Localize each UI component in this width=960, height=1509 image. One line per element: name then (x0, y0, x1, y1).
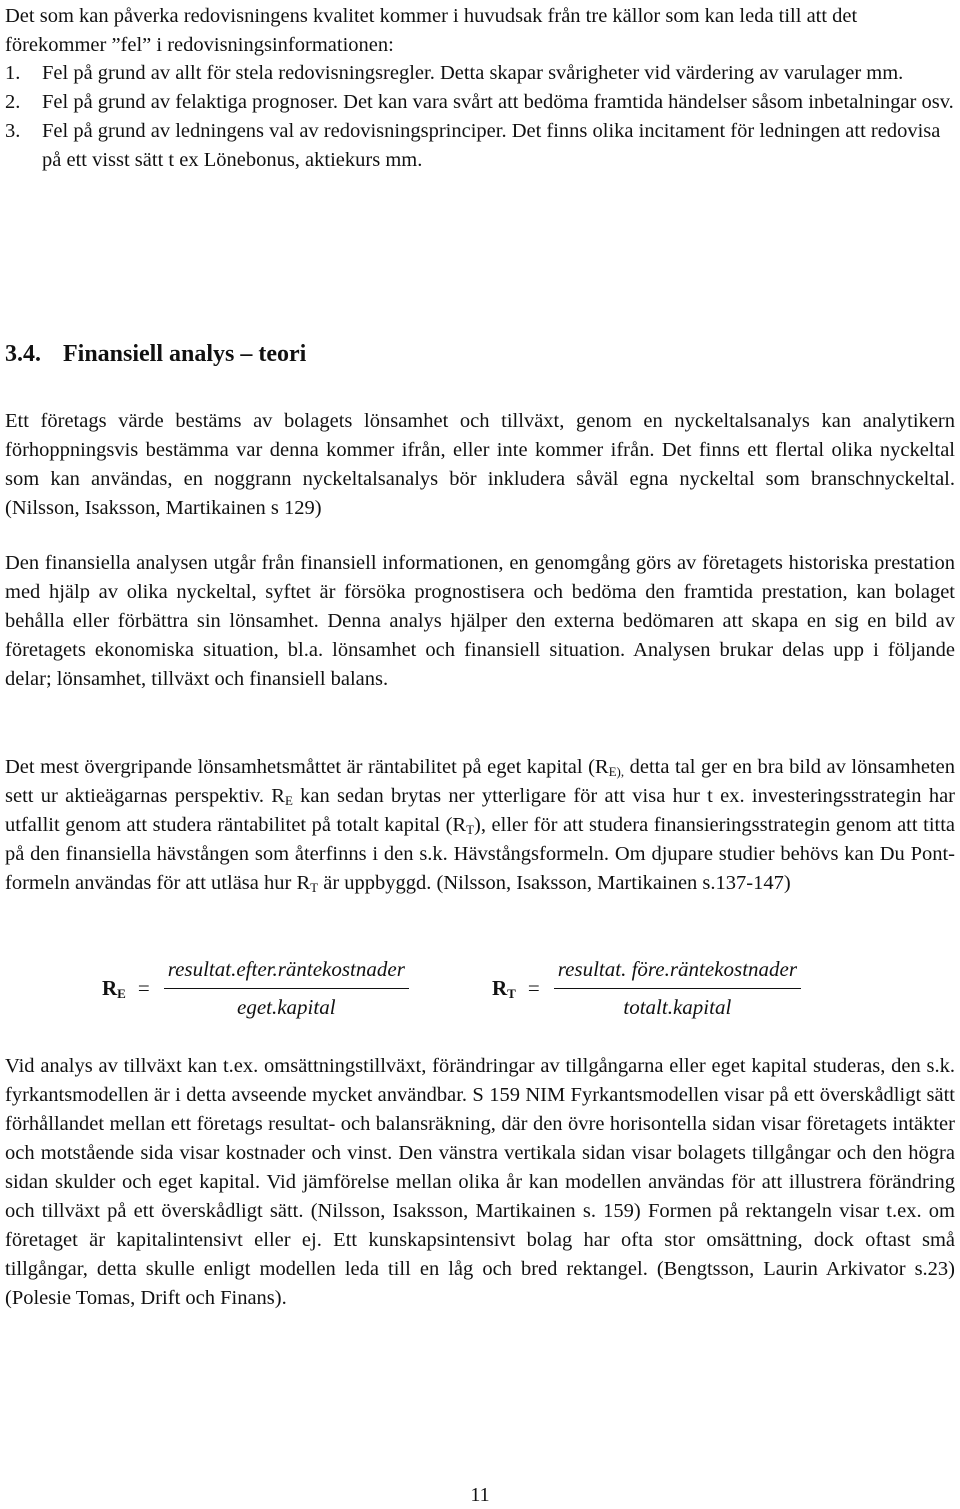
fraction (164, 955, 409, 1021)
paragraph-financial-analysis: Den finansiella analysen utgår från finansiell informationen, en genomgång görs av företagets historiska prestation med hjälp av olika nyckeltal, syftet är försöka prognostisera och bedöma den framtida prestation, kan bolaget behålla eller förbättra sin lönsamhet. Denna analys hjälper den externa bedömaren att skapa en sig en bild av företagets ekonomiska situation, bl.a. lönsamhet och finansiell situation. Analysen brukar delas upp i följande delar; lönsamhet, tillväxt och finansiell balans. (5, 552, 955, 690)
list-item-text: Fel på grund av ledningens val av redovisningsprinciper. Det finns olika incitament för ledningen att redovisa på ett visst sätt t ex Lönebonus, aktiekurs mm. (42, 120, 941, 171)
list-item-number: 1. (5, 62, 21, 84)
fraction-denominator: totalt.kapital (623, 995, 732, 1019)
list-item (5, 117, 955, 175)
page-number: 11 (470, 1484, 490, 1506)
list-item (5, 59, 955, 88)
text-run: är uppbyggd. (Nilsson, Isaksson, Martikainen s.137-147) (318, 872, 791, 894)
text-run: kan sedan brytas ner ytterligare för att visa hur t ex. investeringsstrategin har utfallit genom att studera räntabilitet på totalt kapital (R (5, 785, 955, 836)
intro-paragraph: Det som kan påverka redovisningens kvalitet kommer i huvudsak från tre källor som kan leda till att det förekommer ”fel” i redovisningsinformationen: (5, 5, 858, 56)
fault-sources-list (5, 59, 955, 175)
fraction-denominator: eget.kapital (237, 995, 336, 1019)
list-item-text: Fel på grund av felaktiga prognoser. Det kan vara svårt att bedöma framtida händelser såsom inbetalningar osv. (42, 91, 954, 113)
text-run: ), eller för att studera finansieringsstrategin genom att titta på den finansiella hävstången som återfinns i den s.k. Hävstångsformeln. Om djupare studier behövs kan Du Pont-formeln användas för att utläsa hur R (5, 814, 956, 894)
section-number: 3.4. (5, 341, 41, 367)
fraction-numerator: resultat. före.räntekostnader (554, 955, 801, 989)
text-run: detta tal ger en bra bild av lönsamheten sett ur aktieägarnas perspektiv. R (5, 756, 955, 807)
list-item-number: 3. (5, 120, 21, 142)
formula-row (5, 955, 955, 1031)
fraction (554, 955, 801, 1021)
subscript: T (310, 880, 319, 895)
subscript: E (284, 793, 293, 808)
formula-return-on-equity (102, 955, 409, 1021)
subscript: T (466, 822, 475, 837)
equals-sign: = (137, 975, 150, 1000)
paragraph-profitability (5, 753, 955, 898)
subscript: E), (608, 764, 625, 779)
section-title: Finansiell analys – teori (63, 341, 307, 367)
formula-lhs: $R_T$ (492, 975, 516, 1001)
list-item (5, 88, 955, 117)
list-item-number: 2. (5, 91, 21, 113)
equals-sign: = (527, 975, 540, 1000)
list-item-text: Fel på grund av allt för stela redovisningsregler. Detta skapar svårigheter vid värdering av varulager mm. (42, 62, 904, 84)
fraction-numerator: resultat.efter.räntekostnader (164, 955, 409, 989)
paragraph-value-analysis: Ett företags värde bestäms av bolagets lönsamhet och tillväxt, genom en nyckeltalsanalys kan analytikern förhoppningsvis bestämma var denna kommer ifrån, eller inte kommer ifrån. Det finns ett flertal olika nyckeltal som kan användas, en noggrann nyckeltalsanalys bör inkludera såväl egna nyckeltal som branschnyckeltal. (Nilsson, Isaksson, Martikainen s 129) (5, 410, 955, 519)
formula-return-on-total-capital (492, 955, 801, 1021)
section-heading (5, 338, 306, 370)
formula-lhs: $R_E$ (102, 975, 126, 1001)
paragraph-growth: Vid analys av tillväxt kan t.ex. omsättningstillväxt, förändringar av tillgångarna eller eget kapital studeras, den s.k. fyrkantsmodellen är i detta avseende mycket användbar. S 159 NIM Fyrkantsmodellen visar på ett överskådligt sätt förhållandet mellan ett företags resultat- och balansräkning, där den övre horisontella sidan visar företagets intäkter och motstående sida visar kostnader och vinst. Den vänstra vertikala sidan visar bolagets tillgångar och den högra sidan skulder och eget kapital. Vid jämförelse mellan olika år kan modellen användas för att illustrera förändring och tillväxt på ett överskådligt sätt. (Nilsson, Isaksson, Martikainen s. 159) Formen på rektangeln visar t.ex. om företaget är kapitalintensivt eller ej. Ett kunskapsintensivt bolag har ofta stor omsättning, dock oftast små tillgångar, detta skulle enligt modellen leda till en låg och bred rektangel. (Bengtsson, Laurin Arkivator s.23)(Polesie Tomas, Drift och Finans). (5, 1055, 955, 1309)
text-run: Det mest övergripande lönsamhetsmåttet är räntabilitet på eget kapital (R (5, 756, 609, 778)
